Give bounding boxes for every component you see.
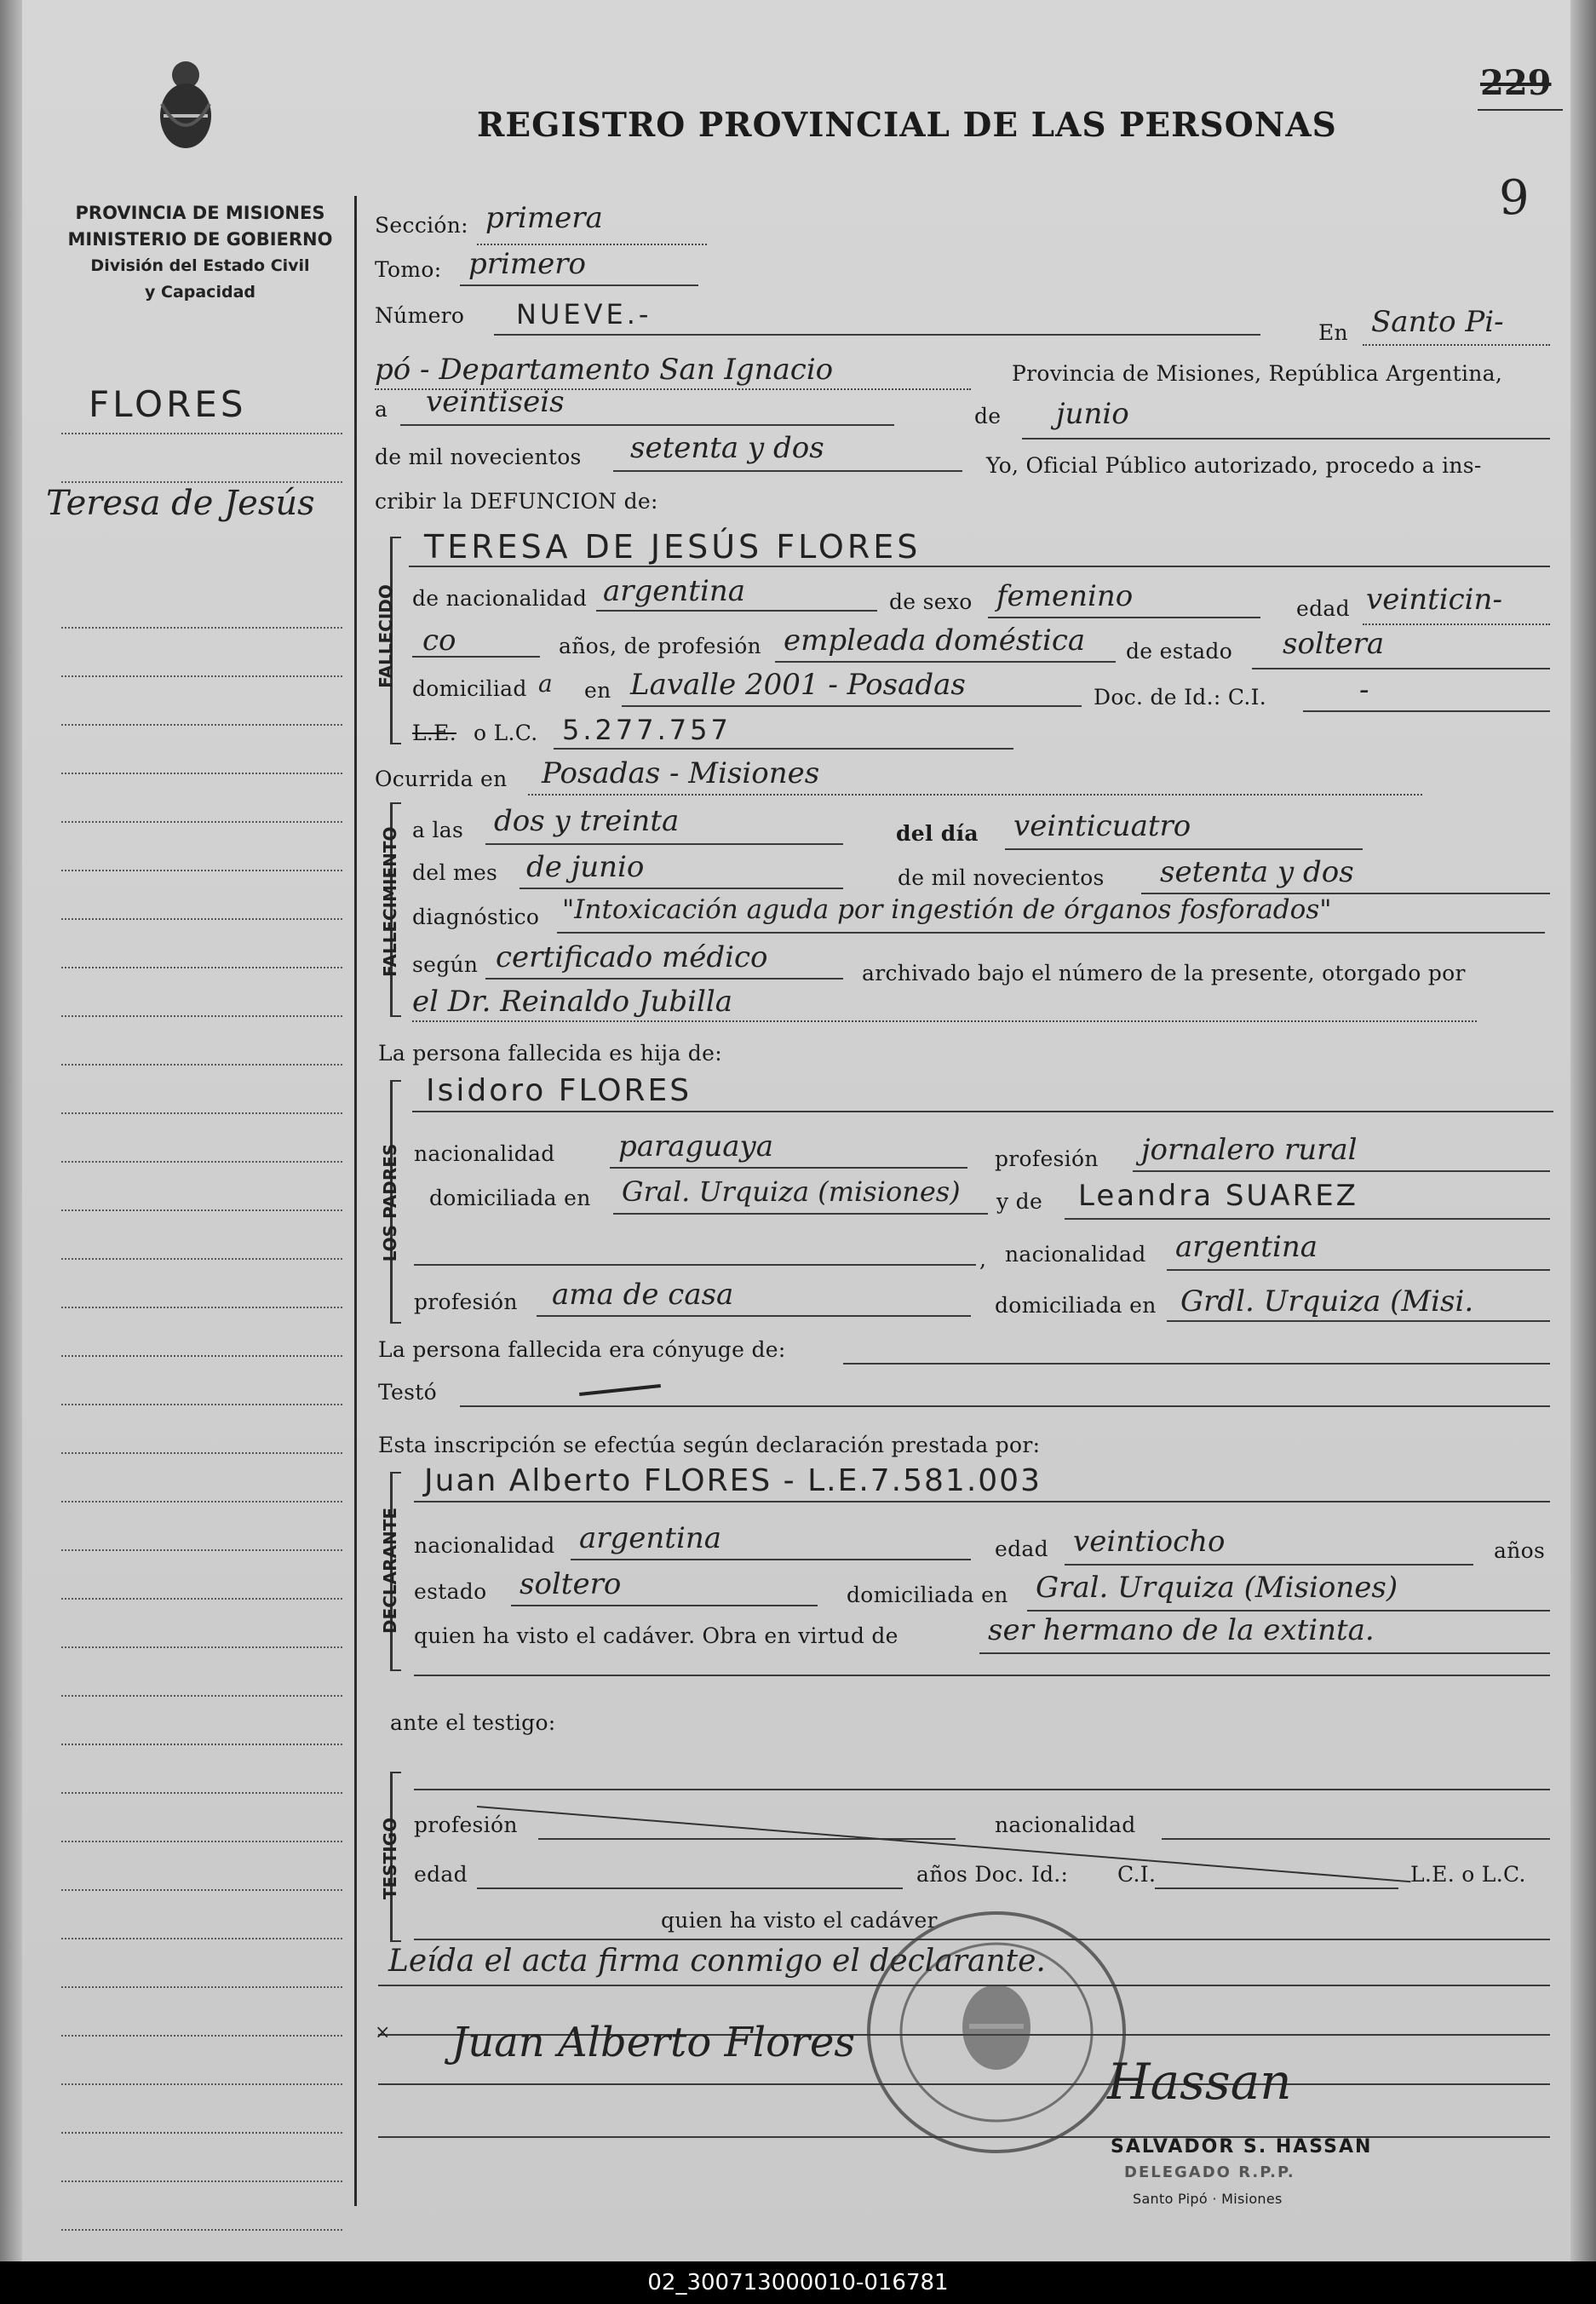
margin-rule-line (61, 1307, 342, 1308)
binding-spine (0, 0, 22, 2261)
column-rule (354, 196, 357, 2206)
declarante-name: Juan Alberto FLORES - L.E.7.581.003 (424, 1463, 1042, 1498)
org-province: PROVINCIA DE MISIONES (75, 203, 325, 223)
margin-rule-line (61, 481, 342, 483)
org-division-cont: y Capacidad (145, 283, 255, 302)
declarante-anios-label: años (1494, 1538, 1546, 1563)
coat-of-arms-icon (146, 53, 225, 155)
fallecido-domic-suffix: a (538, 669, 553, 698)
father-nac-label: nacionalidad (414, 1141, 555, 1166)
ocurrida-value: Posadas - Misiones (542, 756, 820, 790)
footer-image-id: 02_300713000010-016781 (0, 2261, 1596, 2304)
tomo-label: Tomo: (375, 257, 442, 282)
margin-rule-line (61, 870, 342, 871)
org-division: División del Estado Civil (90, 256, 310, 275)
declarante-estado-value: soltero (520, 1567, 622, 1601)
margin-rule-line (61, 675, 342, 677)
numero-label: Número (375, 303, 465, 328)
declarant-signature: Juan Alberto Flores (451, 2019, 856, 2066)
fallecido-prof-label: años, de profesión (559, 634, 761, 658)
fallecido-sexo-label: de sexo (889, 589, 973, 614)
hora-value: dos y treinta (494, 804, 680, 838)
testo-label: Testó (378, 1380, 437, 1405)
margin-rule-line (61, 724, 342, 726)
padres-label: LOS PADRES (380, 1143, 400, 1262)
declarante-label: DECLARANTE (380, 1507, 400, 1635)
father-domic-label: domiciliada en (429, 1186, 591, 1210)
margin-rule-line (61, 627, 342, 629)
fallecido-domic-value: Lavalle 2001 - Posadas (630, 668, 966, 702)
dia-value: veintiseis (426, 385, 565, 419)
father-prof-value: jornalero rural (1141, 1133, 1358, 1167)
yde-label: y de (996, 1189, 1043, 1214)
cribir-text: cribir la DEFUNCION de: (375, 489, 658, 514)
segun-value: certificado médico (496, 940, 768, 974)
old-page-number: 229 (1480, 63, 1552, 103)
a-label: a (375, 397, 388, 422)
testigo-cadaver-label: quien ha visto el cadáver (661, 1908, 938, 1933)
fallecido-domic-label: domiciliad (412, 676, 527, 701)
fallecido-edad-value: veinticin- (1366, 583, 1502, 617)
comma: , (979, 1247, 987, 1272)
margin-rule-line (61, 2035, 342, 2037)
anio-value: setenta y dos (630, 431, 824, 465)
fallecido-lc-label: o L.C. (474, 721, 538, 745)
org-ministry: MINISTERIO DE GOBIERNO (67, 229, 333, 250)
mes-fall-value: de junio (526, 850, 645, 884)
father-nac-value: paraguaya (618, 1129, 773, 1163)
margin-rule-line (61, 1744, 342, 1745)
mil-label: de mil novecientos (375, 445, 582, 469)
mother-domic-value: Grdl. Urquiza (Misi. (1180, 1284, 1474, 1319)
signature-mark: × (375, 2022, 391, 2043)
margin-rule-line (61, 1549, 342, 1551)
declarante-nac-value: argentina (579, 1521, 722, 1555)
dia-fall-value: veinticuatro (1013, 809, 1191, 843)
en-label: En (1318, 320, 1348, 345)
fallecido-doc-value: - (1359, 673, 1369, 707)
margin-rule-line (61, 2132, 342, 2134)
hora-label: a las (412, 818, 464, 842)
mes-value: junio (1056, 397, 1129, 431)
fallecimiento-label: FALLECIMIENTO (380, 826, 400, 977)
provincia-text: Provincia de Misiones, República Argentina, (1012, 361, 1503, 386)
hija-label: La persona fallecida es hija de: (378, 1041, 722, 1066)
declarante-estado-label: estado (414, 1579, 487, 1604)
margin-rule-line (61, 1112, 342, 1114)
fallecido-edad-label: edad (1296, 596, 1350, 621)
officer-title: DELEGADO R.P.P. (1124, 2163, 1295, 2181)
page-title: REGISTRO PROVINCIAL DE LAS PERSONAS (477, 106, 1337, 145)
father-name: Isidoro FLORES (426, 1073, 692, 1108)
archivado-text: archivado bajo el número de la presente, otorgado por (862, 961, 1466, 985)
declarante-domic-value: Gral. Urquiza (Misiones) (1036, 1571, 1398, 1605)
page-edge (1570, 0, 1596, 2261)
margin-given-names: Teresa de Jesús (46, 484, 315, 523)
margin-rule-line (61, 1938, 342, 1939)
mother-prof-value: ama de casa (552, 1278, 734, 1312)
doctor-value: el Dr. Reinaldo Jubilla (412, 985, 733, 1019)
testigo-anios-doc-label: años Doc. Id.: (916, 1862, 1069, 1887)
numero-value: NUEVE.- (516, 298, 652, 330)
seccion-value: primera (485, 201, 603, 235)
father-domic-value: Gral. Urquiza (misiones) (622, 1175, 961, 1208)
tomo-value: primero (468, 247, 586, 281)
margin-rule-line (61, 967, 342, 968)
testigo-le-lc-label: L.E. o L.C. (1410, 1862, 1526, 1887)
mother-prof-label: profesión (414, 1290, 518, 1314)
mother-nac-label: nacionalidad (1005, 1242, 1146, 1267)
margin-rule-line (61, 1646, 342, 1648)
declaracion-label: Esta inscripción se efectúa según declaración prestada por: (378, 1433, 1041, 1457)
conyuge-label: La persona fallecida era cónyuge de: (378, 1337, 786, 1362)
segun-label: según (412, 952, 479, 977)
leida-text: Leída el acta firma conmigo el declarante. (388, 1944, 1046, 1979)
margin-rule-line (61, 821, 342, 823)
officer-signature: Hassan (1107, 2053, 1292, 2111)
margin-rule-line (61, 1064, 342, 1066)
declarante-edad-label: edad (995, 1537, 1048, 1561)
mother-name: Leandra SUAREZ (1078, 1179, 1358, 1213)
fallecido-label: FALLECIDO (376, 584, 396, 688)
margin-rule-line (61, 1695, 342, 1697)
declarante-nac-label: nacionalidad (414, 1533, 555, 1558)
seccion-label: Sección: (375, 213, 468, 238)
margin-rule-line (61, 1404, 342, 1405)
page-number: 9 (1499, 170, 1530, 226)
fallecido-estado-value: soltera (1283, 627, 1385, 661)
margin-rule-line (61, 1841, 342, 1842)
margin-rule-line (61, 1161, 342, 1163)
margin-rule-line (61, 433, 342, 434)
margin-rule-line (61, 1986, 342, 1988)
dia-label: del día (896, 821, 979, 846)
diagnostico-label: diagnóstico (412, 905, 540, 929)
testigo-ci-label: C.I. (1117, 1862, 1157, 1887)
mother-domic-label: domiciliada en (995, 1293, 1157, 1318)
de-label: de (974, 404, 1002, 428)
ocurrida-label: Ocurrida en (375, 767, 508, 791)
testigo-label: TESTIGO (380, 1817, 400, 1900)
mother-nac-value: argentina (1175, 1230, 1318, 1264)
margin-rule-line (61, 1792, 342, 1794)
testigo-edad-label: edad (414, 1862, 468, 1887)
margin-rule-line (61, 1889, 342, 1891)
margin-surname: FLORES (89, 383, 247, 425)
declarante-cadaver-label: quien ha visto el cadáver. Obra en virtud de (414, 1623, 898, 1648)
official-seal-icon (852, 1896, 1141, 2169)
margin-rule-line (61, 1258, 342, 1260)
margin-rule-line (61, 2229, 342, 2231)
margin-rule-line (61, 1598, 342, 1600)
fallecido-lc-value: 5.277.757 (562, 714, 732, 746)
margin-rule-line (61, 2180, 342, 2182)
margin-rule-line (61, 1015, 342, 1017)
margin-rule-line (61, 918, 342, 920)
officer-place: Santo Pipó · Misiones (1133, 2191, 1283, 2207)
fallecido-sexo-value: femenino (996, 579, 1134, 613)
margin-rule-line (61, 2083, 342, 2085)
margin-rule-line (61, 773, 342, 774)
fallecido-edad-cont: co (422, 623, 456, 658)
anio-fall-value: setenta y dos (1160, 855, 1354, 889)
officer-name: SALVADOR S. HASSAN (1111, 2136, 1373, 2157)
oficial-text: Yo, Oficial Público autorizado, procedo a ins- (986, 453, 1482, 478)
diagnostico-value: "Intoxicación aguda por ingestión de órganos fosforados" (562, 894, 1332, 925)
father-prof-label: profesión (995, 1146, 1099, 1171)
margin-rule-line (61, 1501, 342, 1502)
fallecido-nac-label: de nacionalidad (412, 586, 588, 611)
testigo-prof-label: profesión (414, 1813, 518, 1837)
declarante-domic-label: domiciliada en (847, 1583, 1008, 1607)
en-value: Santo Pi- (1371, 305, 1504, 339)
margin-rule-line (61, 1355, 342, 1357)
org-block (51, 200, 349, 306)
fallecido-doc-label: Doc. de Id.: C.I. (1094, 685, 1267, 710)
margin-rule-line (61, 1452, 342, 1454)
fallecido-estado-label: de estado (1126, 639, 1233, 664)
ante-label: ante el testigo: (390, 1710, 556, 1735)
mes-label: del mes (412, 860, 498, 885)
mil-fall-label: de mil novecientos (898, 865, 1105, 890)
fallecido-nac-value: argentina (603, 574, 746, 608)
testigo-nac-label: nacionalidad (995, 1813, 1136, 1837)
declarante-virtud-value: ser hermano de la extinta. (988, 1613, 1375, 1647)
fallecido-prof-value: empleada doméstica (784, 623, 1086, 658)
fallecido-en-label: en (584, 678, 611, 703)
margin-rule-line (61, 1209, 342, 1211)
declarante-edad-value: veintiocho (1073, 1525, 1226, 1559)
deceased-name: TERESA DE JESÚS FLORES (424, 528, 921, 566)
fallecido-le-label: L.E. (412, 721, 456, 745)
place-continuation: pó - Departamento San Ignacio (375, 353, 834, 387)
